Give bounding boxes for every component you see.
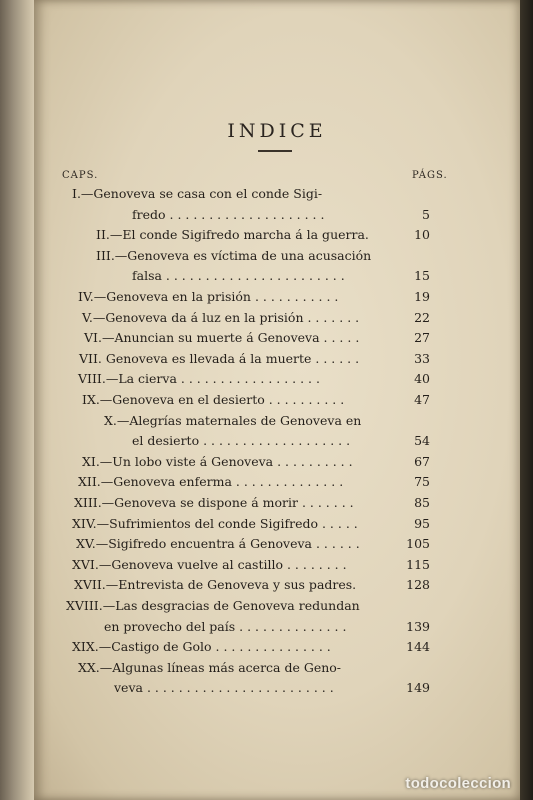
toc-entry-text: IV.—Genoveva en la prisión . . . . . . . . . . . (78, 289, 339, 304)
toc-entry-page: 22 (414, 309, 430, 325)
toc-entry-text: fredo . . . . . . . . . . . . . . . . . . . . (132, 206, 325, 222)
page-title: INDICE (227, 120, 327, 142)
toc-entry (34, 454, 520, 474)
toc-entry-text: veva . . . . . . . . . . . . . . . . . . . . . . . . (114, 680, 334, 696)
toc-entry (34, 310, 520, 330)
toc-entry-text: en provecho del país . . . . . . . . . . . . . . (104, 618, 347, 634)
toc-entry-page: 47 (414, 392, 430, 407)
toc-entry-text: X.—Alegrías maternales de Genoveva en (104, 412, 362, 428)
page-edge (520, 0, 533, 800)
toc-entry-page: 144 (406, 639, 430, 655)
toc-entry (34, 557, 520, 577)
toc-entry (34, 619, 520, 639)
toc-entry (34, 639, 520, 659)
title-rule (258, 150, 292, 152)
toc-entry-text: IX.—Genoveva en el desierto . . . . . . . . . . (82, 392, 345, 407)
toc-entry (34, 413, 520, 433)
toc-entry-page: 75 (414, 474, 430, 490)
toc-entry-page: 15 (414, 268, 430, 284)
watermark-logo: todocoleccion (405, 775, 511, 792)
toc-entry (34, 660, 520, 680)
toc-entry (34, 495, 520, 515)
toc-entry-page: 105 (406, 536, 430, 552)
toc-entry-page: 85 (414, 495, 430, 510)
toc-entry (34, 392, 520, 412)
toc-entry-page: 54 (414, 433, 430, 449)
toc-entry-text: XIV.—Sufrimientos del conde Sigifredo . . . . . (72, 515, 358, 531)
caps-column-label: CAPS. (62, 170, 99, 181)
toc-entry-text: XVIII.—Las desgracias de Genoveva redundan (66, 598, 360, 613)
toc-entry (34, 268, 520, 288)
toc-entry (34, 371, 520, 391)
toc-entry-page: 128 (406, 577, 430, 593)
book-spine (0, 0, 34, 800)
book-page (34, 0, 520, 800)
toc-entry-page: 19 (414, 289, 430, 304)
toc-entry-text: XI.—Un lobo viste á Genoveva . . . . . . . . . . (82, 453, 353, 469)
toc-entry-page: 149 (406, 680, 430, 696)
toc-entry-text: III.—Genoveva es víctima de una acusación (96, 247, 372, 263)
toc-entry-text: falsa . . . . . . . . . . . . . . . . . . . . . . . (132, 268, 345, 284)
toc-entry (34, 330, 520, 350)
toc-entry-page: 27 (414, 330, 430, 346)
toc-entry-text: XV.—Sigifredo encuentra á Genoveva . . . . . . (76, 536, 360, 552)
toc-entry-page: 139 (406, 618, 430, 634)
toc-entry-text: XVII.—Entrevista de Genoveva y sus padres. (74, 577, 357, 593)
toc-entry (34, 474, 520, 494)
toc-entry (34, 227, 520, 247)
toc-entry-page: 5 (422, 206, 430, 222)
toc-entry (34, 289, 520, 309)
pages-column-label: PÁGS. (412, 170, 448, 181)
toc-entry-page: 33 (414, 350, 430, 366)
toc-entry-page: 40 (414, 371, 430, 387)
toc-entry (34, 351, 520, 371)
toc-entry-text: el desierto . . . . . . . . . . . . . . . . . . . (132, 433, 351, 449)
toc-entry-text: XVI.—Genoveva vuelve al castillo . . . . . . . . (72, 556, 347, 572)
toc-entry-text: VIII.—La cierva . . . . . . . . . . . . . . . . . . (78, 371, 320, 387)
toc-entry (34, 516, 520, 536)
toc-entry-text: VI.—Anuncian su muerte á Genoveva . . . . . (84, 330, 360, 346)
toc-entry (34, 598, 520, 618)
toc-entry (34, 577, 520, 597)
toc-entry (34, 248, 520, 268)
toc-entry (34, 433, 520, 453)
toc-entry-text: V.—Genoveva da á luz en la prisión . . . . . . . (82, 309, 360, 325)
toc-entry-text: VII. Genoveva es llevada á la muerte . . . . . . (79, 350, 360, 366)
toc-entry (34, 536, 520, 556)
toc-entry-text: I.—Genoveva se casa con el conde Sigi- (72, 186, 323, 201)
toc-entry-text: XII.—Genoveva enferma . . . . . . . . . . . . . . (78, 474, 344, 490)
toc-entry (34, 207, 520, 227)
toc-entry-text: XX.—Algunas líneas más acerca de Geno- (78, 659, 342, 675)
toc-entry (34, 680, 520, 700)
toc-entry-text: XIII.—Genoveva se dispone á morir . . . . . . . (74, 495, 354, 510)
toc-entry-page: 10 (414, 227, 430, 243)
toc-entry-page: 95 (414, 515, 430, 531)
toc-entry-page: 115 (406, 556, 430, 572)
toc-entry (34, 186, 520, 206)
toc-entry-text: XIX.—Castigo de Golo . . . . . . . . . . . . . . . (72, 639, 331, 655)
toc-entry-text: II.—El conde Sigifredo marcha á la guerra. (96, 227, 369, 243)
toc-entry-page: 67 (414, 453, 430, 469)
